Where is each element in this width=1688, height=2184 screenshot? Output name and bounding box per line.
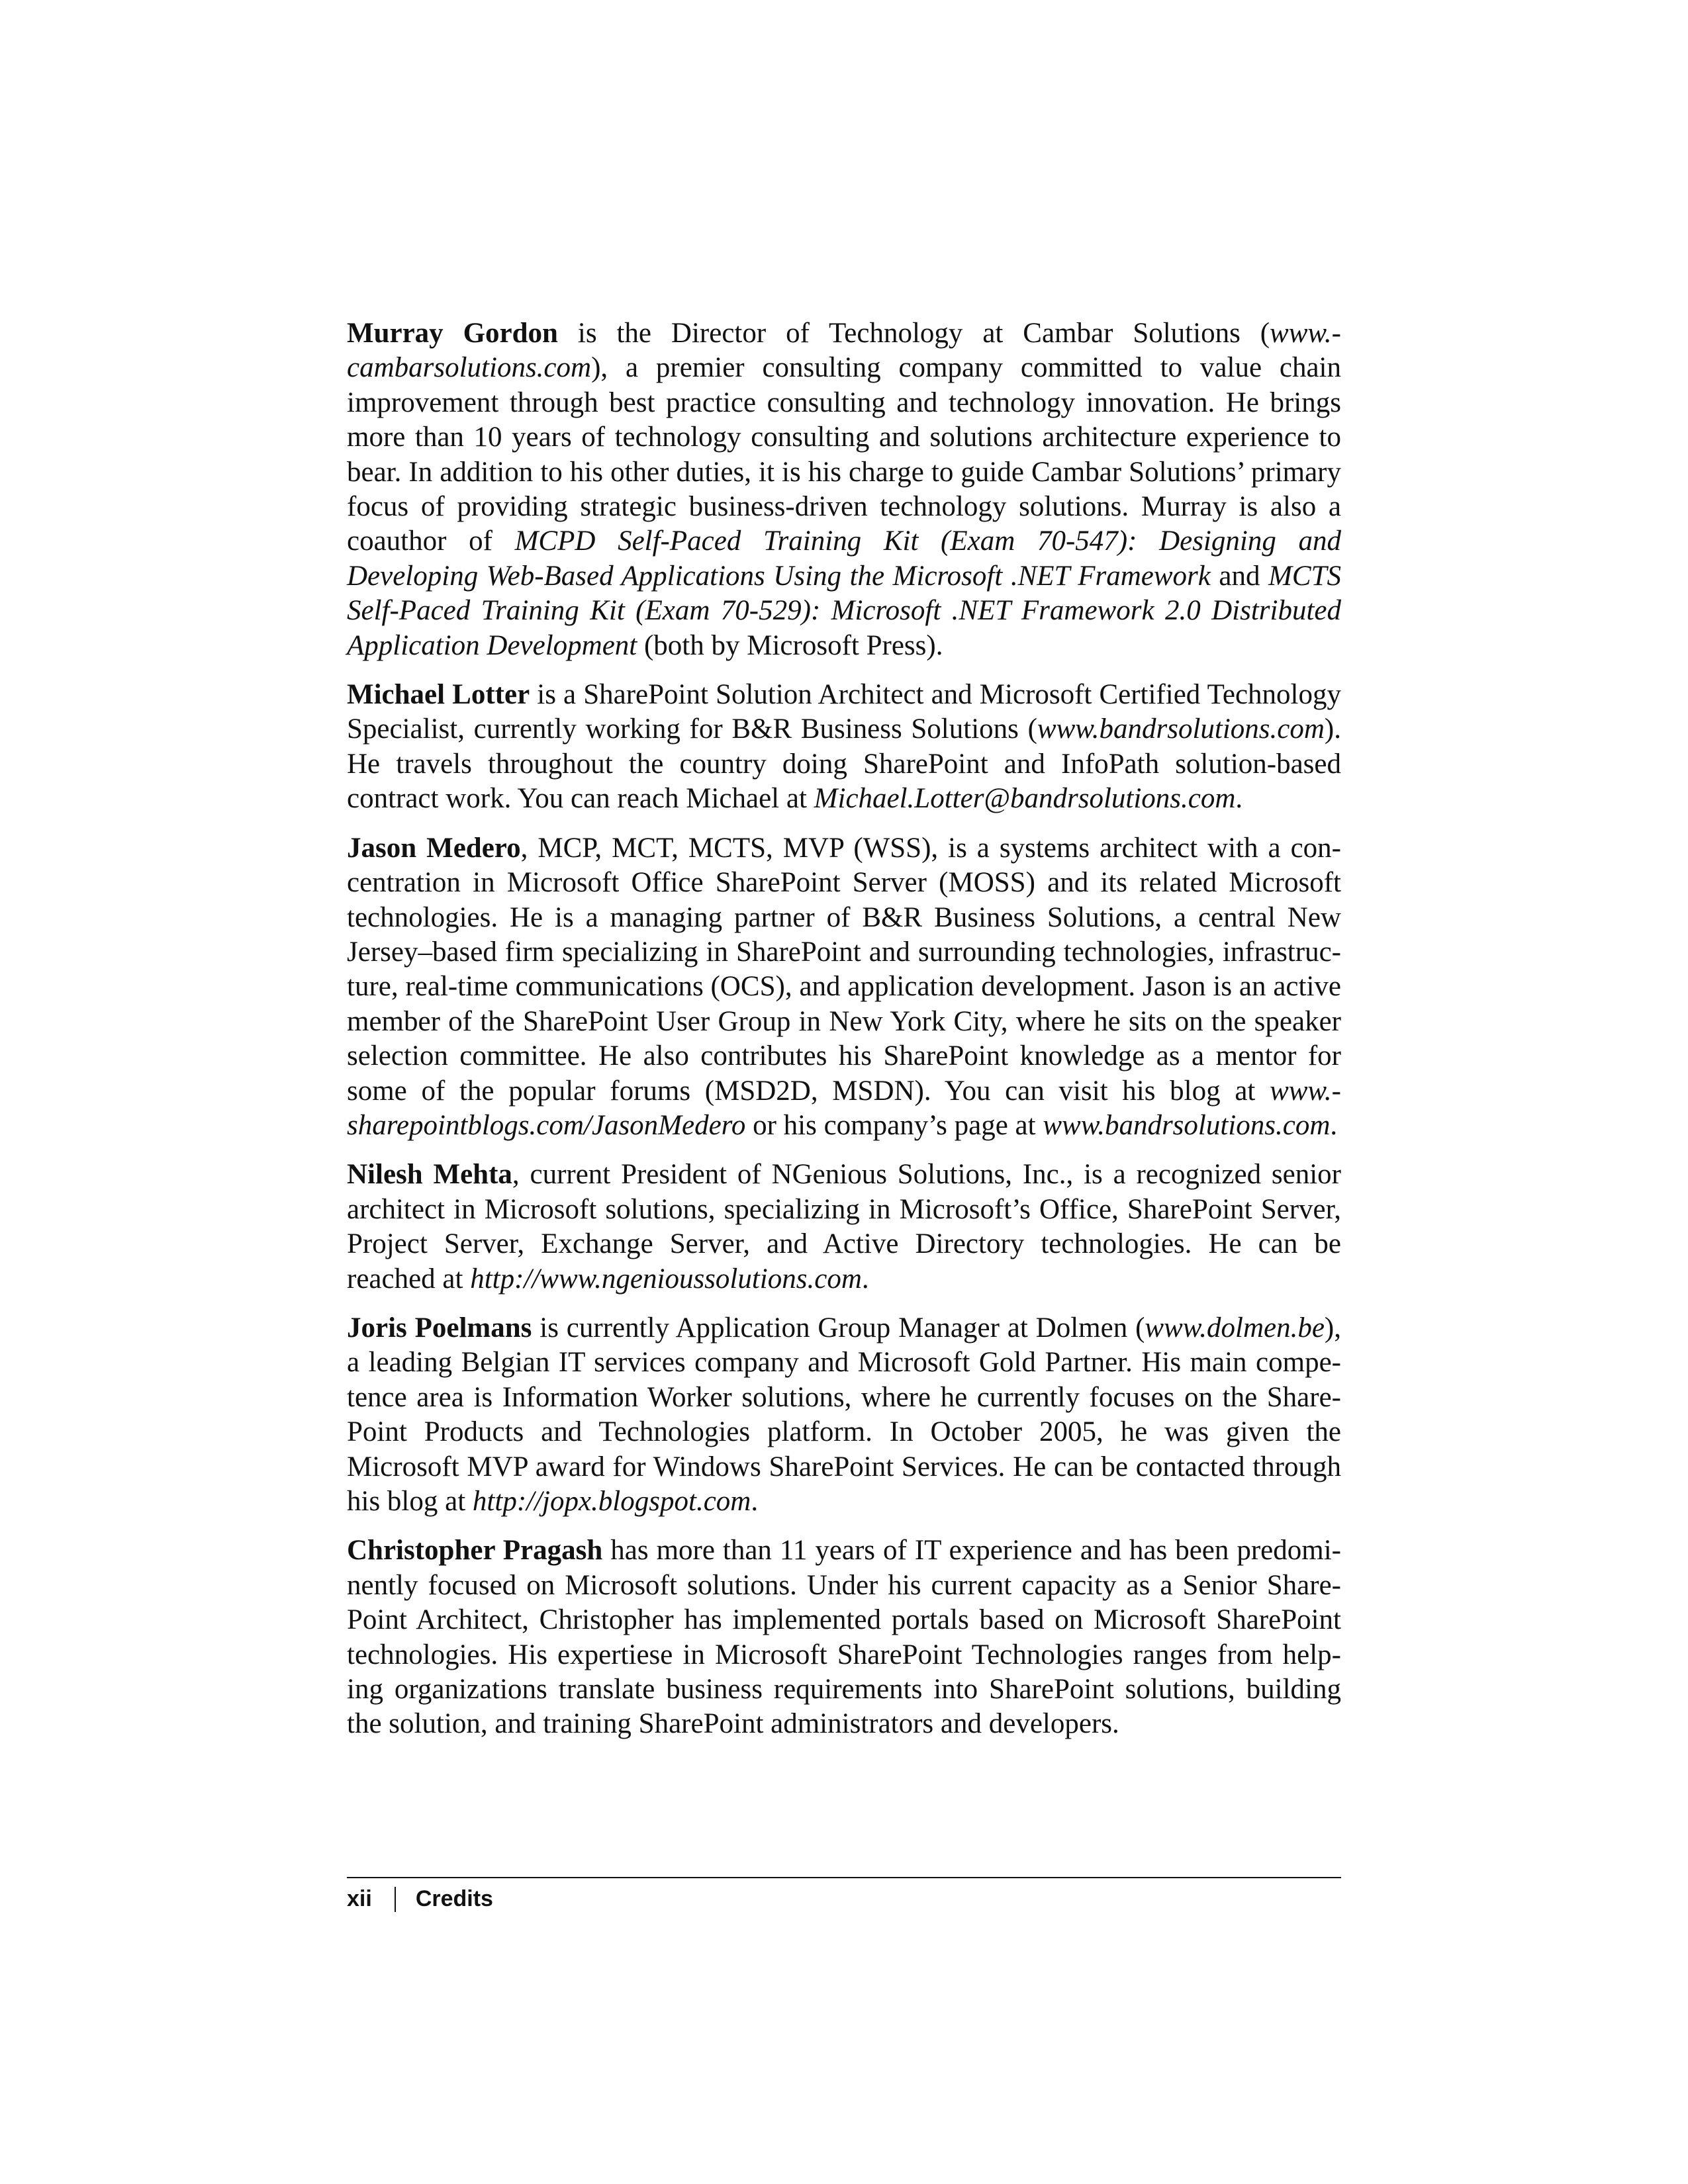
bio-text: , MCP, MCT, MCTS, MVP (WSS), is a systems architect with a concentration in Microsoft Office SharePoint Server (MOSS) and its related Microsoft technologies. He is a managing partner of B&R Business Solutions, a central New Jersey–based firm specializing in SharePoint and surrounding technologies, infrastructure, real-time communications (OCS), and application development. Jason is an active member of the SharePoint User Group in New York City, where he sits on the speaker selection committee. He also contributes his SharePoint knowledge as a mentor for some of the popular forums (MSD2D, MSDN). You can visit his blog at <box>347 832 1341 1107</box>
bio-text: ). He travels throughout the country doing SharePoint and InfoPath solution-based contract work. You can reach Michael at <box>347 713 1341 815</box>
bio-text: has more than 11 years of IT experience and has been predominently focused on Microsoft solutions. Under his current capacity as a Senior SharePoint Architect, Christopher has implemented portals based on Microsoft SharePoint technologies. His expertiese in Microsoft SharePoint Technologies ranges from helping organizations translate business requirements into SharePoint solutions, building the solution, and training SharePoint administrators and developers. <box>347 1535 1341 1740</box>
bio-name: Michael Lotter <box>347 679 530 711</box>
section-title: Credits <box>415 1886 493 1911</box>
bio-italic-text: MCPD Self-Paced Training Kit (Exam 70-547): Designing and Developing Web-Based Applications Using the Microsoft .NET Framework <box>347 525 1341 592</box>
bio-text: ), a leading Belgian IT services company and Microsoft Gold Partner. His main competence area is Information Worker solutions, where he currently focuses on the SharePoint Products and Technologies platform. In October 2005, he was given the Microsoft MVP award for Windows SharePoint Services. He can be contacted through his blog at <box>347 1312 1341 1517</box>
bio-text: is a SharePoint Solution Architect and Microsoft Certified Technology Specialist, currently working for B&R Business Solutions ( <box>347 679 1341 745</box>
bio-paragraph <box>347 1533 1341 1741</box>
bio-italic-text: http://jopx.blogspot.com <box>472 1486 751 1517</box>
bio-paragraph <box>347 1158 1341 1297</box>
bio-name: Christopher Pragash <box>347 1535 603 1567</box>
bio-italic-text: MCTS Self-Paced Training Kit (Exam 70-529): Microsoft .NET Framework 2.0 Distributed Application Development <box>347 560 1341 661</box>
bio-text: , current President of NGenious Solutions, Inc., is a recognized senior architect in Microsoft solutions, specializing in Microsoft’s Office, SharePoint Server, Project Server, Exchange Server, and Active Directory technologies. He can be reached at <box>347 1159 1341 1295</box>
bio-name: Joris Poelmans <box>347 1312 532 1343</box>
bio-name: Nilesh Mehta <box>347 1159 512 1191</box>
bio-text: is the Director of Technology at Cambar Solutions ( <box>557 318 1270 349</box>
bio-text: . <box>1330 1109 1338 1141</box>
bio-text: and <box>1210 560 1269 592</box>
bio-italic-text: Michael.Lotter@bandrsolutions.com <box>814 783 1236 815</box>
footer-rule <box>347 1877 1341 1878</box>
bio-italic-text: http://www.ngenioussolutions.com <box>470 1263 862 1295</box>
bio-italic-text: www.bandrsolutions.com <box>1043 1109 1331 1141</box>
footer-line <box>347 1886 493 1912</box>
bio-italic-text: www.cambarsolutions.com <box>347 318 1341 384</box>
bio-text: . <box>861 1263 869 1295</box>
bio-text: ), a premier consulting company committed to value chain improvement through best practice consulting and technology innovation. He brings more than 10 years of technology consulting and solutions architecture experience to bear. In addition to his other duties, it is his charge to guide Cambar Solutions’ primary focus of providing strategic business-driven technology solutions. Murray is also a coauthor of <box>347 352 1341 557</box>
bio-paragraph <box>347 678 1341 817</box>
page-number: xii <box>347 1886 372 1911</box>
bio-paragraph <box>347 1311 1341 1519</box>
page-footer <box>347 1877 1341 1911</box>
bio-text: . <box>1235 783 1243 815</box>
bio-paragraph <box>347 316 1341 663</box>
bio-text: . <box>751 1486 759 1517</box>
bio-italic-text: www.sharepointblogs.com/JasonMedero <box>347 1075 1341 1141</box>
contributor-bios <box>347 316 1341 1756</box>
bio-text: (both by Microsoft Press). <box>637 629 943 661</box>
bio-name: Murray Gordon <box>347 318 558 349</box>
bio-text: or his company’s page at <box>745 1109 1043 1141</box>
bio-text: is currently Application Group Manager at Dolmen ( <box>532 1312 1145 1343</box>
footer-separator <box>395 1887 396 1912</box>
bio-name: Jason Medero <box>347 832 521 864</box>
bio-italic-text: www.bandrsolutions.com <box>1037 713 1325 745</box>
bio-paragraph <box>347 831 1341 1144</box>
bio-italic-text: www.dolmen.be <box>1145 1312 1325 1343</box>
